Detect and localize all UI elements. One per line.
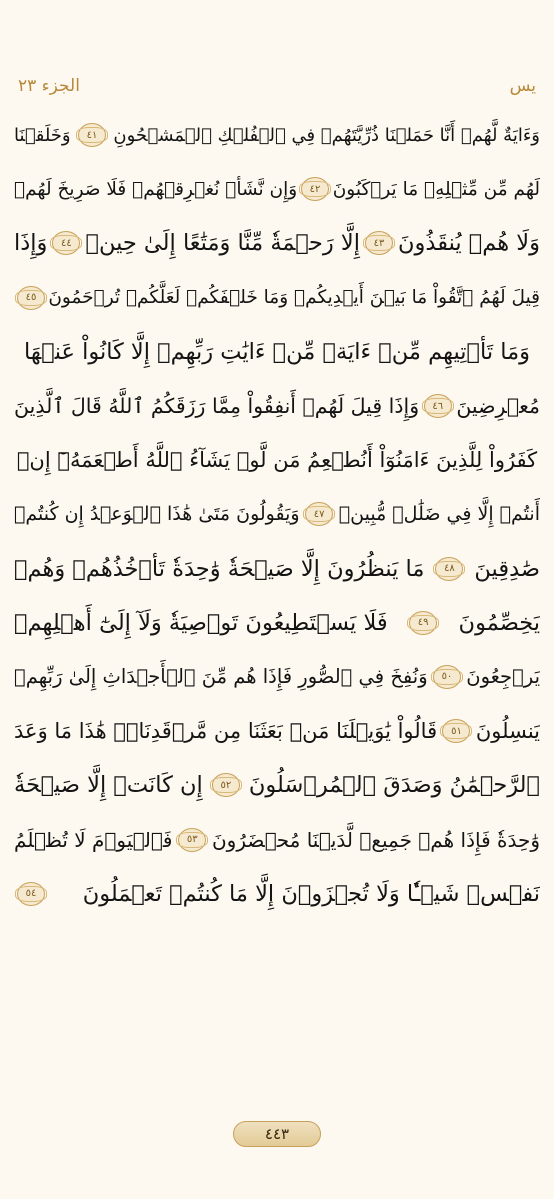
text-line — [14, 271, 540, 325]
verse-text: وَإِذَا قِيلَ لَهُمۡ أَنفِقُواْ مِمَّا رَزَقَكُمُ ٱللَّهُ قَالَ ٱلَّذِينَ — [14, 394, 420, 419]
ayah-number-marker: ٥٤ — [17, 882, 45, 906]
ayah-number-marker: ٤٩ — [409, 611, 437, 635]
text-line — [14, 487, 540, 541]
text-line — [14, 162, 540, 216]
text-line — [14, 325, 540, 379]
verse-text: يَرۡجِعُونَ — [466, 665, 540, 689]
verse-text: وَيَقُولُونَ مَتَىٰ هَٰذَا ٱلۡوَعۡدُ إِن كُنتُمۡ — [14, 503, 300, 526]
text-line — [14, 650, 540, 704]
text-line — [14, 216, 540, 270]
verse-text: ٱلرَّحۡمَٰنُ وَصَدَقَ ٱلۡمُرۡسَلُونَ — [248, 772, 540, 799]
verse-text: نَفۡسٞ شَيۡـٔٗا وَلَا تُجۡزَوۡنَ إِلَّا مَا كُنتُمۡ تَعۡمَلُونَ — [82, 880, 540, 907]
text-line — [14, 108, 540, 162]
text-line — [14, 433, 540, 487]
verse-text: فَلَا يَسۡتَطِيعُونَ تَوۡصِيَةٗ وَلَآ إِلَىٰٓ أَهۡلِهِمۡ — [14, 609, 388, 636]
verse-text: مَا يَنظُرُونَ إِلَّا صَيۡحَةٗ وَٰحِدَةٗ تَأۡخُذُهُمۡ وَهُمۡ — [14, 555, 425, 582]
ayah-number-marker: ٤٦ — [424, 394, 452, 418]
text-line — [14, 758, 540, 812]
ayah-number-marker: ٤٢ — [301, 177, 329, 201]
verse-text: وَءَايَةٌ لَّهُمۡ أَنَّا حَمَلۡنَا ذُرِّيَّتَهُمۡ فِي ٱلۡفُلۡكِ ٱلۡمَشۡحُونِ — [113, 124, 540, 146]
verse-text: فَٱلۡيَوۡمَ لَا تُظۡلَمُ — [14, 827, 173, 852]
verse-text: قَالُواْ يَٰوَيۡلَنَا مَنۢ بَعَثَنَا مِن مَّرۡقَدِنَاۜۗ هَٰذَا مَا وَعَدَ — [14, 719, 438, 744]
verse-text: مُعۡرِضِينَ — [456, 394, 540, 419]
verse-text: لَهُم مِّن مِّثۡلِهِۦ مَا يَرۡكَبُونَ — [332, 178, 540, 200]
verse-text: إِلَّا رَحۡمَةٗ مِّنَّا وَمَتَٰعًا إِلَىٰ حِينٖ — [85, 230, 360, 257]
ayah-number-marker: ٤١ — [78, 123, 106, 147]
verse-text: أَنتُمۡ إِلَّا فِي ضَلَٰلٖ مُّبِينٖ — [338, 503, 540, 526]
verse-text: وَإِذَا — [14, 230, 48, 257]
verse-text: قِيلَ لَهُمُ ٱتَّقُواْ مَا بَيۡنَ أَيۡدِيكُمۡ وَمَا خَلۡفَكُمۡ لَعَلَّكُمۡ تُرۡحَمُونَ — [48, 287, 540, 309]
verse-text-block — [14, 108, 540, 921]
ayah-number-marker: ٤٨ — [435, 557, 463, 581]
ayah-number-marker: ٥٣ — [178, 828, 206, 852]
page-number-badge: ٤٤٣ — [233, 1121, 321, 1147]
verse-text: صَٰدِقِينَ — [474, 555, 540, 582]
ayah-number-marker: ٥٠ — [433, 665, 461, 689]
verse-text: إِن كَانَتۡ إِلَّا صَيۡحَةٗ — [14, 772, 203, 799]
ayah-number-marker: ٤٧ — [305, 502, 333, 526]
text-line — [14, 596, 540, 650]
juz-label: الجزء ٢٣ — [18, 76, 80, 96]
surah-name: يس — [509, 76, 536, 96]
ayah-number-marker: ٥١ — [442, 719, 470, 743]
verse-text: وَمَا تَأۡتِيهِم مِّنۡ ءَايَةٖ مِّنۡ ءَايَٰتِ رَبِّهِمۡ إِلَّا كَانُواْ عَنۡهَا — [23, 338, 531, 365]
verse-text: يَنسِلُونَ — [475, 719, 540, 744]
verse-text: كَفَرُواْ لِلَّذِينَ ءَامَنُوٓاْ أَنُطۡعِمُ مَن لَّوۡ يَشَآءُ ٱللَّهُ أَطۡعَمَهُۥٓ إِنۡ — [16, 448, 538, 473]
text-line — [14, 542, 540, 596]
page-header — [18, 72, 536, 100]
verse-text: وَٰحِدَةٗ فَإِذَا هُمۡ جَمِيعٞ لَّدَيۡنَا مُحۡضَرُونَ — [211, 827, 540, 852]
ayah-number-marker: ٥٢ — [212, 773, 240, 797]
verse-text: وَنُفِخَ فِي ٱلصُّورِ فَإِذَا هُم مِّنَ ٱلۡأَجۡدَاثِ إِلَىٰ رَبِّهِمۡ — [14, 665, 428, 689]
text-line — [14, 704, 540, 758]
ayah-number-marker: ٤٥ — [17, 286, 45, 310]
verse-text: وَإِن نَّشَأۡ نُغۡرِقۡهُمۡ فَلَا صَرِيخَ لَهُمۡ — [14, 178, 298, 200]
ayah-number-marker: ٤٤ — [52, 231, 80, 255]
verse-text: وَخَلَقۡنَا — [14, 124, 71, 146]
ayah-number-marker: ٤٣ — [365, 231, 393, 255]
text-line — [14, 867, 540, 921]
text-line — [14, 379, 540, 433]
verse-text: يَخِصِّمُونَ — [458, 609, 540, 636]
page-footer — [0, 1121, 554, 1147]
verse-text: وَلَا هُمۡ يُنقَذُونَ — [398, 230, 540, 257]
text-line — [14, 812, 540, 866]
